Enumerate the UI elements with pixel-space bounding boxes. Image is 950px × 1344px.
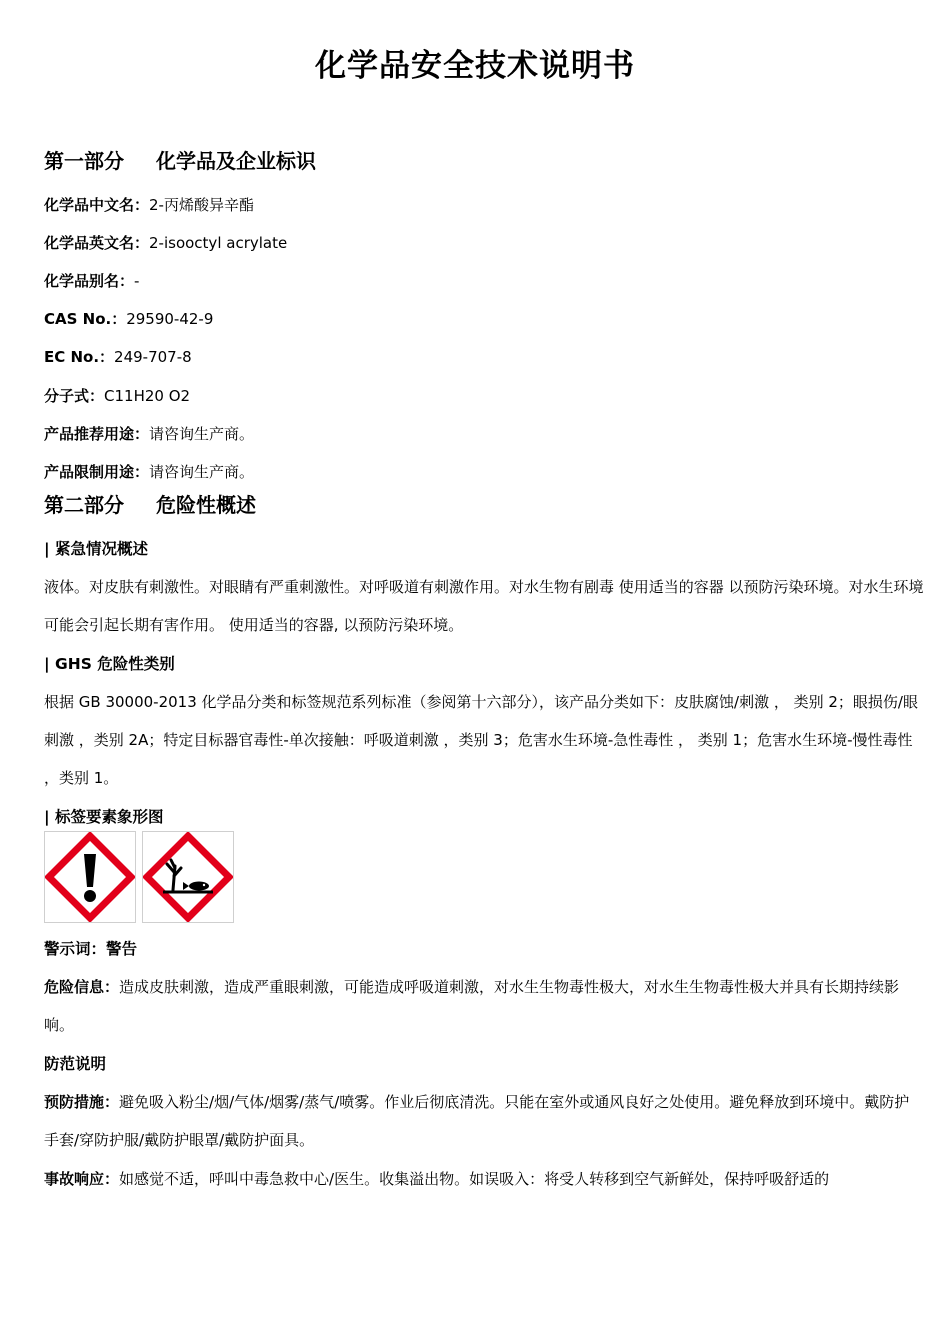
signal-word: 警示词：警告: [44, 940, 138, 958]
field-value: 2-丙烯酸异辛酯: [149, 196, 254, 214]
field-cas: [44, 309, 213, 329]
field-label: 产品推荐用途：: [44, 425, 150, 443]
part2-label: 第二部分: [44, 493, 124, 517]
field-value: 请咨询生产商。: [149, 425, 255, 443]
field-value: C11H20 O2: [104, 387, 191, 405]
ghs-category-heading: | GHS 危险性类别: [44, 655, 175, 673]
part1-title: 化学品及企业标识: [156, 149, 316, 173]
hazard-label: 危险信息：: [44, 978, 120, 996]
part2-title: 危险性概述: [156, 493, 256, 517]
field-label: 产品限制用途：: [44, 463, 150, 481]
field-label: 化学品英文名：: [44, 234, 150, 252]
field-value: 2-isooctyl acrylate: [149, 234, 288, 252]
hazard-text: 造成皮肤刺激，造成严重眼刺激，可能造成呼吸道刺激，对水生生物毒性极大，对水生生物毒性极大并具有长期持续影响。: [44, 978, 900, 1034]
field-value: 请咨询生产商。: [149, 463, 255, 481]
field-recommended-use: [44, 424, 254, 444]
part2-heading: [44, 489, 256, 518]
field-ec: [44, 347, 192, 367]
part1-heading: [44, 145, 316, 174]
field-label: CAS No.：: [44, 310, 127, 328]
field-formula: [44, 386, 190, 406]
field-restricted-use: [44, 462, 254, 482]
field-label: EC No.：: [44, 348, 115, 366]
prevention-text: 避免吸入粉尘/烟/气体/烟雾/蒸气/喷雾。作业后彻底清洗。只能在室外或通风良好之处使用。避免释放到环境中。戴防护手套/穿防护服/戴防护眼罩/戴防护面具。: [44, 1093, 910, 1149]
emergency-overview-heading: | 紧急情况概述: [44, 540, 149, 558]
part1-label: 第一部分: [44, 149, 124, 173]
field-value: 29590-42-9: [126, 310, 214, 328]
environment-pictogram: [142, 831, 234, 923]
field-label: 化学品别名：: [44, 272, 135, 290]
emergency-overview-text: 液体。对皮肤有刺激性。对眼睛有严重刺激性。对呼吸道有刺激作用。对水生物有剧毒 使用适当的容器 以预防污染环境。对水生环境可能会引起长期有害作用。 使用适当的容器, 以预防污染环境。: [44, 578, 924, 634]
prevention-label: 预防措施：: [44, 1093, 120, 1111]
field-alias: [44, 271, 139, 291]
response-text: 如感觉不适，呼叫中毒急救中心/医生。收集溢出物。如误吸入：将受人转移到空气新鲜处，保持呼吸舒适的: [119, 1170, 830, 1188]
pictogram-heading: | 标签要素象形图: [44, 808, 164, 826]
field-label: 分子式：: [44, 387, 105, 405]
field-value: 249-707-8: [114, 348, 192, 366]
prevention-statement: [44, 1083, 924, 1159]
exclamation-mark-pictogram: [44, 831, 136, 923]
precaution-heading: 防范说明: [44, 1055, 107, 1073]
field-en-name: [44, 233, 287, 253]
field-label: 化学品中文名：: [44, 196, 150, 214]
response-label: 事故响应：: [44, 1170, 120, 1188]
hazard-statement: [44, 968, 924, 1044]
ghs-category-text: 根据 GB 30000-2013 化学品分类和标签规范系列标准（参阅第十六部分），该产品分类如下：皮肤腐蚀/刺激 ， 类别 2；眼损伤/眼刺激 ，类别 2A；特定目标器官毒性-单次接触：呼吸道刺激 ，类别 3；危害水生环境-急性毒性 ， 类别 1；危害水生环境-慢性毒性 ，类别 1。: [44, 693, 918, 787]
document-title: 化学品安全技术说明书: [315, 48, 635, 84]
field-cn-name: [44, 195, 254, 215]
response-statement: [44, 1160, 924, 1198]
field-value: -: [134, 272, 140, 290]
